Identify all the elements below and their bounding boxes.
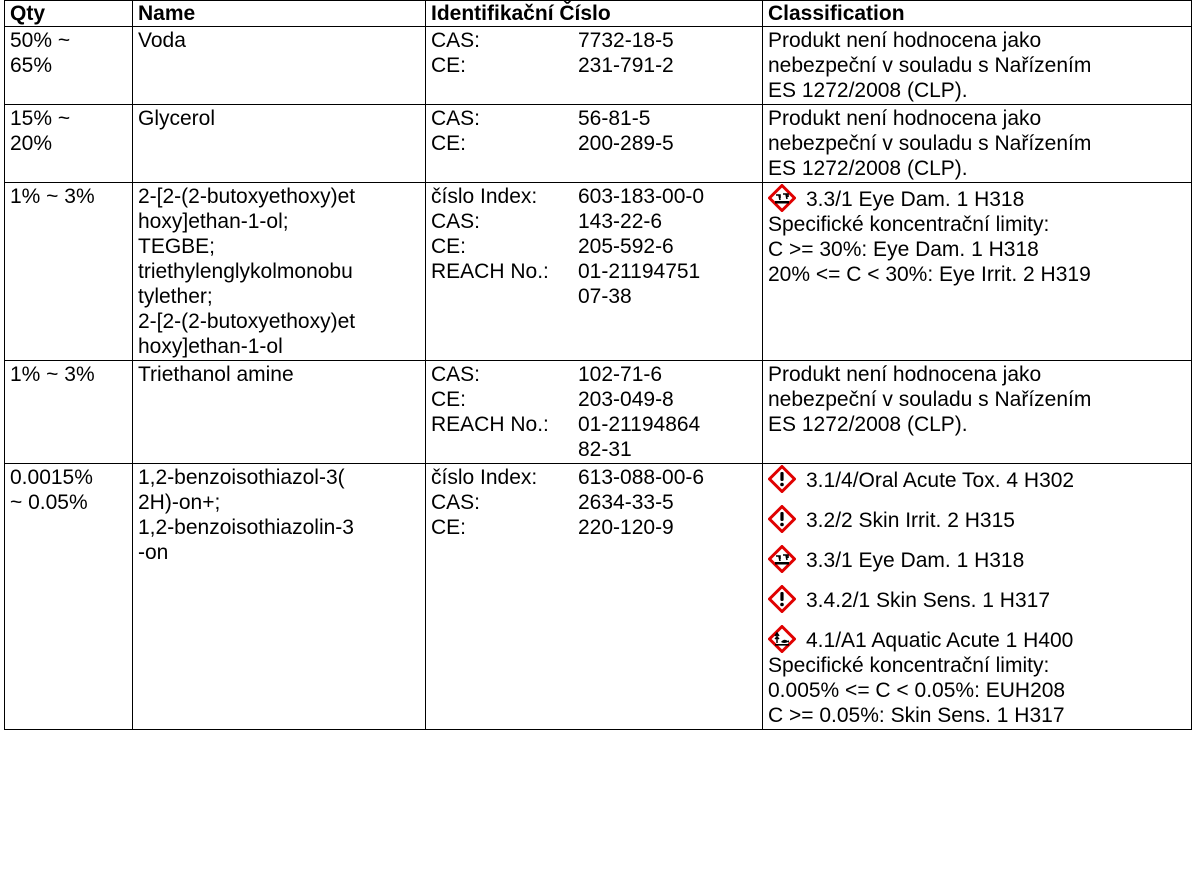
id-label: číslo Index:	[431, 466, 538, 489]
name-cell: 1,2-benzoisothiazol-3( 2H)-on+; 1,2-benzoisothiazolin-3 -on	[133, 464, 426, 730]
composition-table	[4, 0, 1192, 730]
concentration-limits: Specifické koncentrační limity: 0.005% <= C < 0.05%: EUH208 C >= 0.05%: Skin Sens. 1 H317	[768, 654, 1066, 727]
id-value: 01-21194864 82-31	[578, 413, 701, 461]
environment-icon	[768, 625, 796, 653]
header-classification: Classification	[763, 1, 1192, 27]
name-cell: Voda	[133, 27, 426, 105]
id-label: číslo Index:	[431, 185, 538, 208]
table-header-row	[5, 1, 1192, 27]
qty-cell: 15% ~ 20%	[5, 105, 133, 183]
hazard-text: 3.2/2 Skin Irrit. 2 H315	[806, 509, 1015, 532]
id-value: 2634-33-5	[578, 491, 674, 514]
classification-cell	[763, 464, 1192, 730]
hazard-text: 3.4.2/1 Skin Sens. 1 H317	[806, 589, 1050, 612]
name-cell: Glycerol	[133, 105, 426, 183]
hazard-text: 4.1/A1 Aquatic Acute 1 H400	[806, 629, 1074, 652]
id-value: 220-120-9	[578, 516, 674, 539]
exclamation-icon	[768, 585, 796, 613]
id-cell	[426, 105, 763, 183]
hazard-line	[768, 505, 1187, 533]
id-value: 205-592-6	[578, 235, 674, 258]
id-label: CAS:	[431, 107, 481, 130]
hazard-text: 3.3/1 Eye Dam. 1 H318	[806, 549, 1025, 572]
id-value: 231-791-2	[578, 54, 674, 77]
header-identification: Identifikační Číslo	[426, 1, 763, 27]
id-value: 143-22-6	[578, 210, 663, 233]
name-cell: Triethanol amine	[133, 361, 426, 464]
id-value: 203-049-8	[578, 388, 674, 411]
hazard-line	[768, 585, 1187, 613]
id-label: CAS:	[431, 29, 481, 52]
qty-cell: 0.0015% ~ 0.05%	[5, 464, 133, 730]
exclamation-icon	[768, 505, 796, 533]
exclamation-icon	[768, 465, 796, 493]
corrosion-icon	[768, 545, 796, 573]
id-label: CE:	[431, 54, 467, 77]
qty-cell: 1% ~ 3%	[5, 183, 133, 361]
id-label: CE:	[431, 516, 467, 539]
hazard-line	[768, 465, 1187, 493]
id-label: CAS:	[431, 210, 481, 233]
id-label: CE:	[431, 388, 467, 411]
id-cell	[426, 183, 763, 361]
concentration-limits: Specifické koncentrační limity: C >= 30%: Eye Dam. 1 H318 20% <= C < 30%: Eye Irrit. 2 H319	[768, 213, 1091, 286]
table-row	[5, 27, 1192, 105]
qty-cell: 1% ~ 3%	[5, 361, 133, 464]
id-label: CAS:	[431, 363, 481, 386]
header-name: Name	[133, 1, 426, 27]
id-value: 603-183-00-0	[578, 185, 705, 208]
table-row	[5, 361, 1192, 464]
hazard-line	[768, 625, 1187, 653]
id-value: 200-289-5	[578, 132, 674, 155]
id-value: 102-71-6	[578, 363, 663, 386]
classification-cell	[763, 183, 1192, 361]
qty-cell: 50% ~ 65%	[5, 27, 133, 105]
hazard-line	[768, 545, 1187, 573]
id-cell	[426, 27, 763, 105]
id-label: REACH No.:	[431, 260, 549, 283]
hazard-line	[768, 184, 1187, 212]
id-value: 56-81-5	[578, 107, 651, 130]
classification-cell: Produkt není hodnocena jako nebezpeční v souladu s Nařízením ES 1272/2008 (CLP).	[763, 27, 1192, 105]
id-value: 7732-18-5	[578, 29, 674, 52]
table-row	[5, 105, 1192, 183]
id-label: CAS:	[431, 491, 481, 514]
hazard-text: 3.1/4/Oral Acute Tox. 4 H302	[806, 469, 1075, 492]
header-qty: Qty	[5, 1, 133, 27]
name-cell: 2-[2-(2-butoxyethoxy)et hoxy]ethan-1-ol; TEGBE; triethylenglykolmonobu tylether; 2-[2-(2-butoxyethoxy)et hoxy]ethan-1-ol	[133, 183, 426, 361]
id-label: CE:	[431, 132, 467, 155]
corrosion-icon	[768, 184, 796, 212]
classification-cell: Produkt není hodnocena jako nebezpeční v souladu s Nařízením ES 1272/2008 (CLP).	[763, 105, 1192, 183]
classification-cell: Produkt není hodnocena jako nebezpeční v souladu s Nařízením ES 1272/2008 (CLP).	[763, 361, 1192, 464]
table-row	[5, 183, 1192, 361]
hazard-text: 3.3/1 Eye Dam. 1 H318	[806, 188, 1025, 211]
id-cell	[426, 464, 763, 730]
id-cell	[426, 361, 763, 464]
id-label: REACH No.:	[431, 413, 549, 436]
id-value: 613-088-00-6	[578, 466, 705, 489]
id-label: CE:	[431, 235, 467, 258]
id-value: 01-21194751 07-38	[578, 260, 701, 308]
table-row	[5, 464, 1192, 730]
